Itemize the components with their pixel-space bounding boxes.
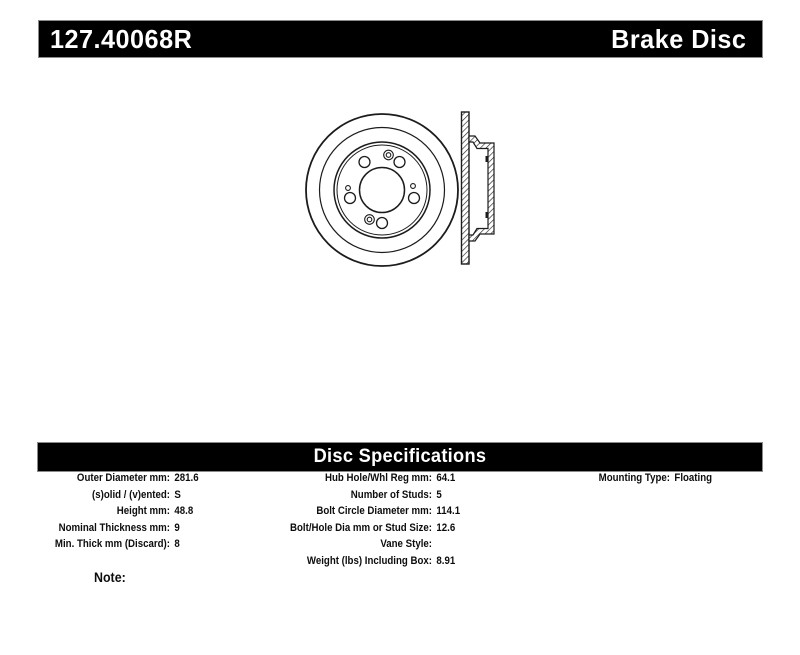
spec-row [289, 553, 460, 570]
spec-section-title: Disc Specifications [313, 446, 487, 467]
product-name: Brake Disc [610, 23, 746, 54]
note-label: Note: [94, 570, 126, 585]
spec-row [289, 487, 460, 504]
spec-label: Outer Diameter mm: [76, 472, 170, 484]
spec-label: Hub Hole/Whl Reg mm: [324, 472, 432, 484]
part-number: 127.40068R [50, 23, 193, 54]
spec-row [54, 520, 199, 537]
spec-value: S [174, 488, 181, 501]
spec-label: Vane Style: [380, 538, 432, 550]
spec-value: 64.1 [436, 472, 456, 484]
spec-value: 114.1 [436, 505, 461, 517]
spec-label: Height mm: [116, 505, 170, 517]
spec-value: 8 [174, 538, 180, 550]
spec-label: Bolt/Hole Dia mm or Stud Size: [290, 521, 432, 534]
spec-value: 8.91 [436, 554, 456, 567]
spec-value: 5 [436, 488, 442, 501]
spec-label: Mounting Type: [598, 472, 670, 484]
spec-row [54, 470, 199, 487]
spec-row [289, 503, 460, 520]
spec-column-right [547, 470, 712, 487]
spec-column-left [54, 470, 199, 553]
technical-drawing [295, 100, 510, 275]
spec-value: 281.6 [174, 472, 199, 484]
spec-row [54, 503, 199, 520]
spec-value: 48.8 [174, 505, 194, 517]
brake-disc-front-view [306, 114, 458, 266]
spec-label: Weight (lbs) Including Box: [306, 554, 432, 567]
ringed-holes [365, 150, 394, 224]
header-bar [38, 20, 763, 58]
spec-section-header [37, 442, 763, 472]
spec-label: Nominal Thickness mm: [58, 521, 170, 534]
spec-column-middle [289, 470, 460, 569]
spec-row [54, 536, 199, 553]
spec-row [289, 470, 460, 487]
spec-label: (s)olid / (v)ented: [92, 488, 170, 501]
spec-value: 12.6 [436, 521, 456, 534]
spec-label: Bolt Circle Diameter mm: [316, 505, 432, 517]
spec-value: 9 [174, 521, 180, 534]
spec-row [54, 487, 199, 504]
spec-label: Number of Studs: [350, 488, 432, 501]
spec-row [289, 536, 460, 553]
brake-disc-section-view [462, 112, 495, 264]
spec-label: Min. Thick mm (Discard): [54, 538, 170, 550]
spec-value: Floating [674, 472, 713, 484]
brake-disc-drawing-svg [295, 100, 510, 275]
spec-row [289, 520, 460, 537]
spec-row [547, 470, 712, 487]
